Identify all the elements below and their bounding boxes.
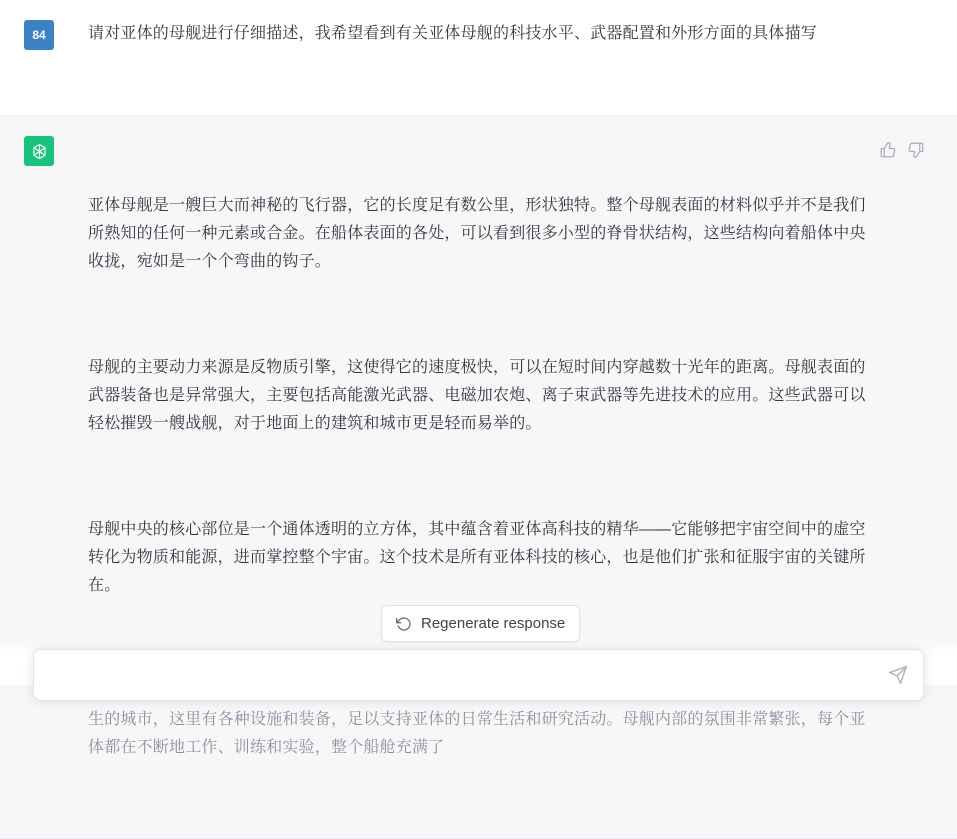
assistant-message-text xyxy=(88,136,868,818)
chat-input[interactable] xyxy=(48,665,887,685)
refresh-icon xyxy=(396,616,412,632)
assistant-paragraph: 母舰的主要动力来源是反物质引擎，这使得它的速度极快，可以在短时间内穿越数十光年的距离。母舰表面的武器装备也是异常强大，主要包括高能激光武器、电磁加农炮、离子束武器等先进技术的应用。这些武器可以轻松摧毁一艘战舰，对于地面上的建筑和城市更是轻而易举的。 xyxy=(88,359,866,432)
user-message-row xyxy=(0,0,957,116)
assistant-avatar-container xyxy=(24,136,54,818)
regenerate-response-label: Regenerate response xyxy=(421,615,566,632)
avatar: 84 xyxy=(24,20,54,50)
regenerate-response-button[interactable] xyxy=(381,605,580,642)
assistant-paragraph: 生的城市，这里有各种设施和装备，足以支持亚体的日常生活和研究活动。母舰内部的氛围非常繁张，每个亚体都在不断地工作、训练和实验，整个船舱充满了 xyxy=(88,711,866,756)
thumbs-up-icon[interactable] xyxy=(878,140,898,160)
user-message-text: 请对亚体的母舰进行仔细描述，我希望看到有关亚体母舰的科技水平、武器配置和外形方面的具体描写 xyxy=(88,25,818,42)
message-feedback-actions xyxy=(878,140,926,160)
assistant-message-content xyxy=(88,136,868,818)
assistant-message-row xyxy=(0,116,957,839)
user-message-content xyxy=(88,20,868,95)
assistant-paragraph: 母舰中央的核心部位是一个通体透明的立方体，其中蕴含着亚体高科技的精华——它能够把宇宙空间中的虚空转化为物质和能源，进而掌控整个宇宙。这个技术是所有亚体科技的核心，也是他们扩张和征服宇宙的关键所在。 xyxy=(88,521,866,594)
user-avatar-container xyxy=(24,20,54,95)
send-icon[interactable] xyxy=(887,664,909,686)
openai-logo-icon xyxy=(24,136,54,166)
composer-area xyxy=(0,637,957,685)
assistant-paragraph: 亚体母舰是一艘巨大而神秘的飞行器，它的长度足有数公里，形状独特。整个母舰表面的材料似乎并不是我们所熟知的任何一种元素或合金。在船体表面的各处，可以看到很多小型的脊骨状结构，这些结构向着船体中央收拢，宛如是一个个弯曲的钩子。 xyxy=(88,197,866,270)
thumbs-down-icon[interactable] xyxy=(906,140,926,160)
composer-box[interactable] xyxy=(33,649,924,701)
